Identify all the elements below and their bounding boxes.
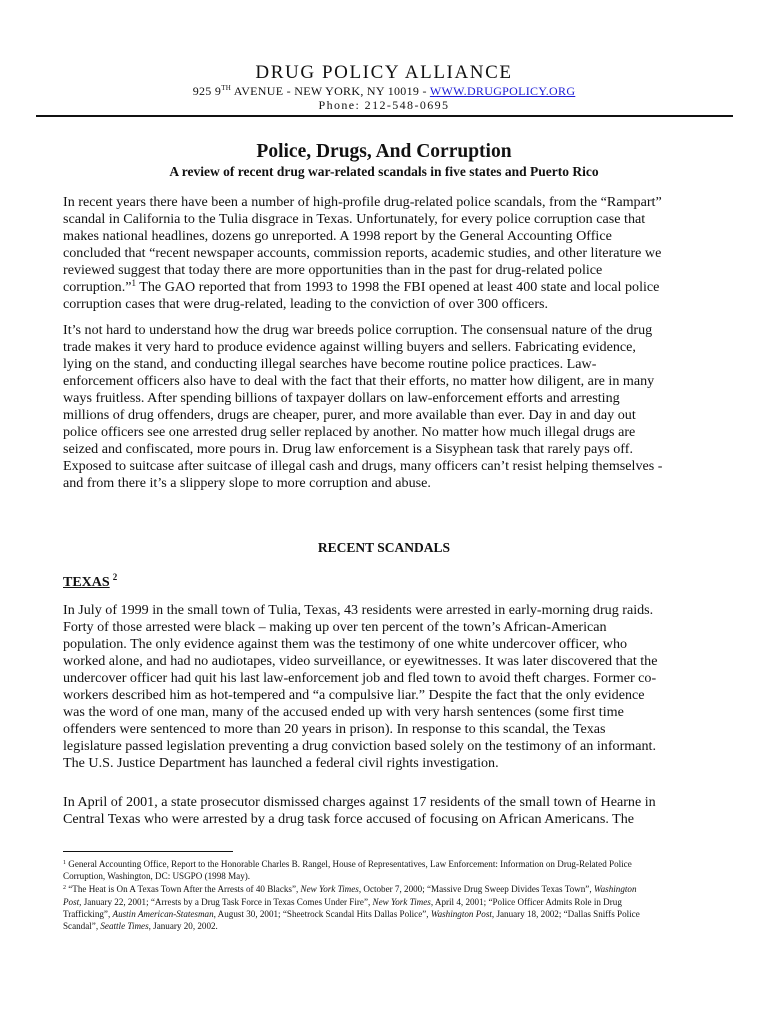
- footnote-text: “The Heat is On A Texas Town After the Arrests of 40 Blacks”,: [66, 884, 301, 895]
- organization-address: [0, 84, 768, 99]
- paragraph-line: seized and confiscated, more pours in. Drug law enforcement is a Sisyphean task that rarely pays off.: [63, 441, 633, 457]
- paragraph-line: Forty of those arrested were black – making up over ten percent of the town’s African-American: [63, 619, 607, 635]
- paragraph-line: and from there it’s a slippery slope to more corruption and abuse.: [63, 475, 431, 491]
- paragraph-line: was the word of one man, many of the accused ended up with very harsh sentences (some first time: [63, 704, 624, 720]
- paragraph-line: worked alone, and had no audiotapes, video surveillance, or eyewitnesses. It was later discovered that the: [63, 653, 658, 669]
- paragraph-line: undercover officer had quit his last law-enforcement job and fled town to avoid theft charges. Former co-: [63, 670, 657, 686]
- footnote-1: [63, 857, 713, 870]
- footnote-text: , April 4, 2001; “Police Officer Admits Role in Drug: [430, 896, 622, 907]
- organization-phone: Phone: 212-548-0695: [318, 98, 450, 112]
- texas-heading: [63, 572, 117, 591]
- footnote-number: 2: [63, 885, 66, 892]
- paragraph-line: concluded that “recent newspaper accounts, commission reports, academic studies, and other literature we: [63, 245, 662, 261]
- footnote-2-continued: [63, 908, 713, 920]
- paragraph-line: lying on the stand, and conducting illegal searches have become routine police practices. Law-: [63, 356, 597, 372]
- website-link[interactable]: WWW.DRUGPOLICY.ORG: [429, 84, 576, 98]
- paragraph-line: Central Texas who were arrested by a drug task force accused of focusing on African Americans. The: [63, 811, 635, 827]
- footnote-text: , January 20, 2002.: [148, 921, 218, 932]
- publication-name: Seattle Times: [100, 921, 149, 932]
- header-divider: [36, 115, 733, 117]
- footnote-reference-2[interactable]: 2: [112, 572, 118, 582]
- intro-paragraph: [63, 194, 713, 313]
- paragraph-line: police officers see one arrested drug seller replaced by another. No matter how much illegal drugs are: [63, 424, 636, 440]
- footnote-reference-1[interactable]: 1: [131, 278, 136, 288]
- document-subtitle: A review of recent drug war-related scandals in five states and Puerto Rico: [169, 164, 599, 179]
- publication-name: New York Times: [372, 896, 431, 907]
- footnote-text: , January 22, 2001; “Arrests by a Drug Task Force in Texas Comes Under Fire”,: [79, 896, 373, 907]
- organization-name: DRUG POLICY ALLIANCE: [255, 62, 513, 83]
- footnote-text: , January 18, 2002; “Dallas Sniffs Police: [491, 908, 640, 919]
- paragraph-line: In April of 2001, a state prosecutor dismissed charges against 17 residents of the small town of Hearne in: [63, 794, 656, 810]
- footnote-divider: [63, 851, 233, 852]
- paragraph-line: population. The only evidence against them was the testimony of one white undercover officer, who: [63, 636, 628, 652]
- footnote-2-continued: [63, 896, 713, 908]
- paragraph-line: In recent years there have been a number of high-profile drug-related police scandals, from the “Rampart”: [63, 194, 662, 210]
- paragraph-line: scandal in California to the Tulia disgrace in Texas. Unfortunately, for every police corruption case that: [63, 211, 646, 227]
- address-street: AVENUE - NEW YORK, NY 10019 -: [231, 84, 430, 98]
- text-segment: corruption.”: [63, 279, 132, 295]
- paragraph-line: makes national headlines, dozens go unreported. A 1998 report by the General Accounting Office: [63, 228, 612, 244]
- footnote-text: Scandal”,: [63, 921, 101, 932]
- footnote-number: 1: [63, 860, 66, 866]
- footnote-text: Trafficking”,: [63, 908, 113, 919]
- paragraph-line: millions of drug offenders, drugs are cheaper, purer, and more available than ever. Day in and day out: [63, 407, 636, 423]
- publication-name: New York Times: [300, 884, 359, 895]
- publication-name: Post: [63, 896, 80, 907]
- publication-name: Austin American-Statesman: [112, 908, 214, 919]
- paragraph-line: enforcement officers also have to deal with the fact that their efforts, no matter how diligent, are in many: [63, 373, 655, 389]
- paragraph-line: [63, 279, 713, 296]
- footnote-2-continued: [63, 920, 713, 932]
- footnotes: [63, 857, 713, 932]
- address-number: 925 9: [192, 84, 222, 98]
- section-heading: RECENT SCANDALS: [317, 540, 451, 555]
- paragraph-line: corruption cases that were drug-related, leading to the conviction of over 300 officers.: [63, 296, 549, 312]
- texas-heading-label: TEXAS: [63, 575, 110, 590]
- footnote-text: General Accounting Office, Report to the Honorable Charles B. Rangel, House of Representatives, Law Enforcement: Information on Drug-Related Police: [66, 859, 632, 869]
- footnote-1-continued: Corruption, Washington, DC: USGPO (1998 May).: [63, 871, 251, 882]
- footnote-text: , October 7, 2000; “Massive Drug Sweep Divides Texas Town”,: [358, 884, 594, 895]
- paragraph-line: reviewed suggest that today there are more opportunities than in the past for drug-related police: [63, 262, 603, 278]
- publication-name: Washington Post: [430, 908, 492, 919]
- corruption-paragraph: [63, 322, 713, 492]
- tulia-paragraph: [63, 602, 713, 772]
- footnote-2: [63, 882, 713, 895]
- paragraph-line: offenders were sentenced to more than 20 years in prison). In response to this scandal, the Texas: [63, 721, 606, 737]
- paragraph-line: It’s not hard to understand how the drug war breeds police corruption. The consensual nature of the drug: [63, 322, 653, 338]
- paragraph-line: workers described him as hot-tempered and “a compulsive liar.” Despite the fact that the only evidence: [63, 687, 645, 703]
- paragraph-line: Exposed to suitcase after suitcase of illegal cash and drugs, many officers can’t resist helping themselves -: [63, 458, 663, 474]
- paragraph-line: In July of 1999 in the small town of Tulia, Texas, 43 residents were arrested in early-morning drug raids.: [63, 602, 654, 618]
- paragraph-line: The U.S. Justice Department has launched a federal civil rights investigation.: [63, 755, 499, 771]
- text-segment: The GAO reported that from 1993 to 1998 the FBI opened at least 400 state and local police: [136, 279, 660, 295]
- document-title: Police, Drugs, And Corruption: [256, 141, 512, 162]
- paragraph-line: ways fruitless. After spending billions of taxpayer dollars on law-enforcement efforts and arresting: [63, 390, 620, 406]
- paragraph-line: legislature passed legislation preventing a drug conviction based solely on the testimony of an informant.: [63, 738, 656, 754]
- hearne-paragraph: [63, 794, 713, 828]
- footnote-text: , August 30, 2001; “Sheetrock Scandal Hits Dallas Police”,: [213, 908, 431, 919]
- address-ordinal: TH: [221, 84, 232, 92]
- publication-name: Washington: [593, 884, 637, 895]
- paragraph-line: trade makes it very hard to produce evidence against willing buyers and sellers. Fabricating evidence,: [63, 339, 636, 355]
